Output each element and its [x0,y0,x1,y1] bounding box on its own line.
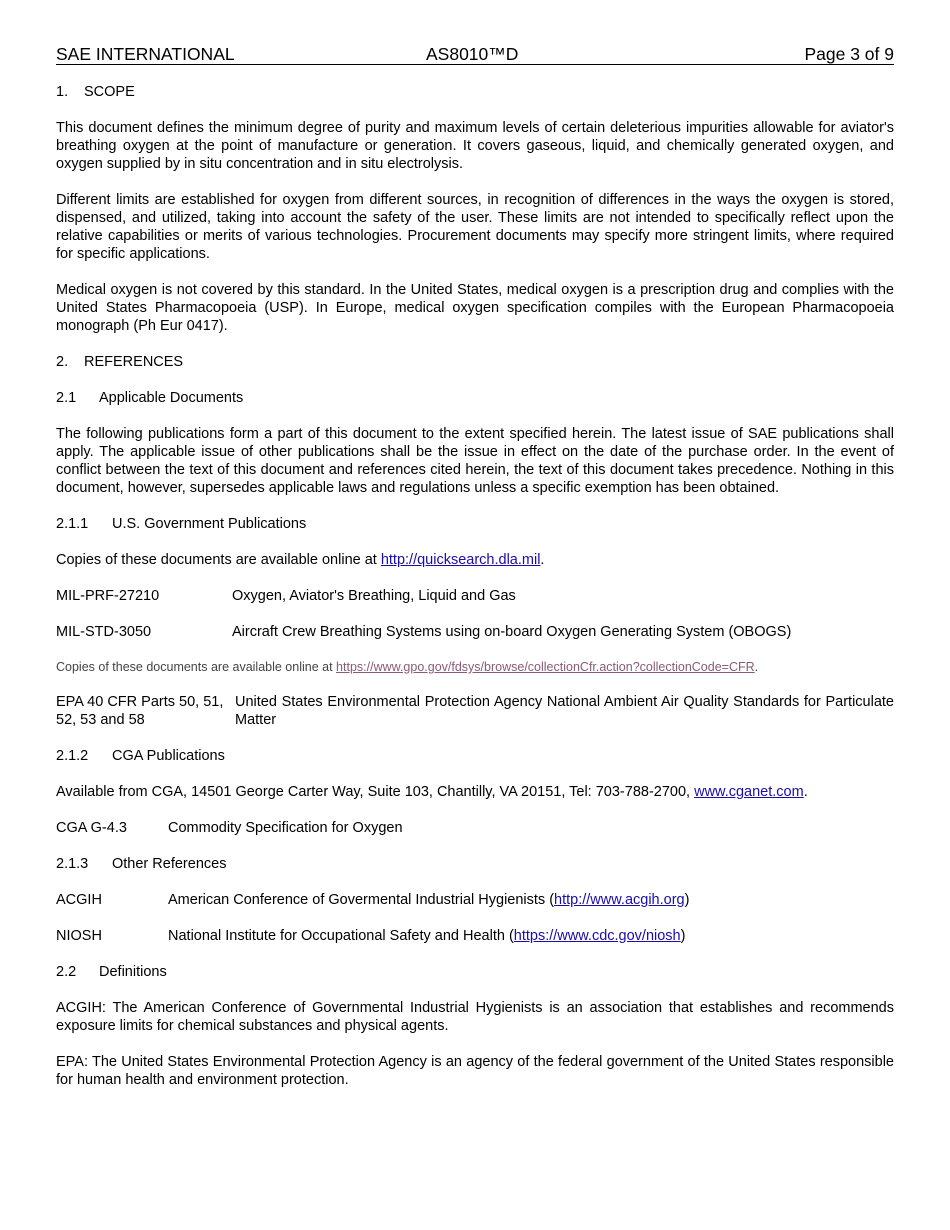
us-gov-availability: Copies of these documents are available online at http://quicksearch.dla.mil. [56,552,545,568]
definition-epa: EPA: The United States Environmental Protection Agency is an agency of the federal government of the United States responsible for human health and environment protection. [56,1054,894,1088]
section-heading-definitions: 2.2 Definitions [56,964,167,980]
reference-code: CGA G-4.3 [56,820,127,836]
reference-code: EPA 40 CFR Parts 50, 51, 52, 53 and 58 [56,694,224,728]
cganet-link[interactable]: www.cganet.com [694,784,804,800]
reference-code: ACGIH [56,892,102,908]
applicable-documents-paragraph: The following publications form a part of this document to the extent specified herein. The latest issue of SAE publications shall apply. The applicable issue of other publications shall be the issue in effect on the date of the purchase order. In the event of conflict between the text of this document and references cited herein, the text of this document takes precedence. Nothing in this document, however, supersedes applicable laws and regulations unless a specific exemption has been obtained. [56,426,894,496]
reference-row-epa [56,693,894,729]
cfr-availability: Copies of these documents are available online at https://www.gpo.gov/fdsys/browse/collectionCfr.action?collectionCode=CFR. [56,660,759,674]
page-content [56,83,894,1107]
reference-code: MIL-STD-3050 [56,624,152,640]
reference-row [56,891,894,909]
header-doc-number: AS8010™D [426,44,519,64]
quicksearch-link[interactable]: http://quicksearch.dla.mil [380,552,541,568]
scope-paragraph-3: Medical oxygen is not covered by this standard. In the United States, medical oxygen is a prescription drug and complies with the United States Pharmacopoeia (USP). In Europe, medical oxygen specification compiles with the European Pharmacopoeia monograph (Ph Eur 0417). [56,282,894,334]
reference-title: United States Environmental Protection Agency National Ambient Air Quality Standards for Particulate Matter [235,694,894,728]
section-heading-references: 2. REFERENCES [56,354,184,370]
section-heading-scope: 1. SCOPE [56,84,135,100]
section-heading-cga: 2.1.2 CGA Publications [56,748,225,764]
niosh-link[interactable]: https://www.cdc.gov/niosh [513,928,681,944]
reference-title: Commodity Specification for Oxygen [168,820,403,836]
section-heading-other-references: 2.1.3 Other References [56,856,227,872]
reference-row [56,623,894,641]
page-header [56,44,894,65]
section-heading-us-government: 2.1.1 U.S. Government Publications [56,516,307,532]
reference-row [56,927,894,945]
gpo-cfr-link[interactable]: https://www.gpo.gov/fdsys/browse/collectionCfr.action?collectionCode=CFR [336,660,755,674]
reference-code: MIL-PRF-27210 [56,588,160,604]
reference-title: American Conference of Govermental Industrial Hygienists (http://www.acgih.org) [168,892,690,908]
scope-paragraph-2: Different limits are established for oxygen from different sources, in recognition of differences in the ways the oxygen is stored, dispensed, and utilized, taking into account the safety of the user. These limits are not intended to specifically reflect upon the relative capabilities or merits of various technologies. Procurement documents may specify more stringent limits, where required for specific applications. [56,192,894,262]
reference-title: National Institute for Occupational Safety and Health (https://www.cdc.gov/niosh) [168,928,686,944]
header-page-number: Page 3 of 9 [804,44,894,64]
definition-acgih: ACGIH: The American Conference of Governmental Industrial Hygienists is an association that establishes and recommends exposure limits for chemical substances and physical agents. [56,1000,894,1034]
reference-row [56,819,894,837]
acgih-link[interactable]: http://www.acgih.org [554,892,685,908]
reference-title: Oxygen, Aviator's Breathing, Liquid and Gas [232,588,516,604]
reference-title: Aircraft Crew Breathing Systems using on-board Oxygen Generating System (OBOGS) [232,624,792,640]
reference-code: NIOSH [56,928,102,944]
section-heading-applicable-documents: 2.1 Applicable Documents [56,390,244,406]
scope-paragraph-1: This document defines the minimum degree of purity and maximum levels of certain deleterious impurities allowable for aviator's breathing oxygen at the point of manufacture or generation. It covers gaseous, liquid, and chemically generated oxygen, and oxygen supplied by in situ concentration and in situ electrolysis. [56,120,894,172]
header-org: SAE INTERNATIONAL [56,44,235,64]
cga-availability: Available from CGA, 14501 George Carter Way, Suite 103, Chantilly, VA 20151, Tel: 703-788-2700, www.cganet.com. [56,784,808,800]
reference-row [56,587,894,605]
